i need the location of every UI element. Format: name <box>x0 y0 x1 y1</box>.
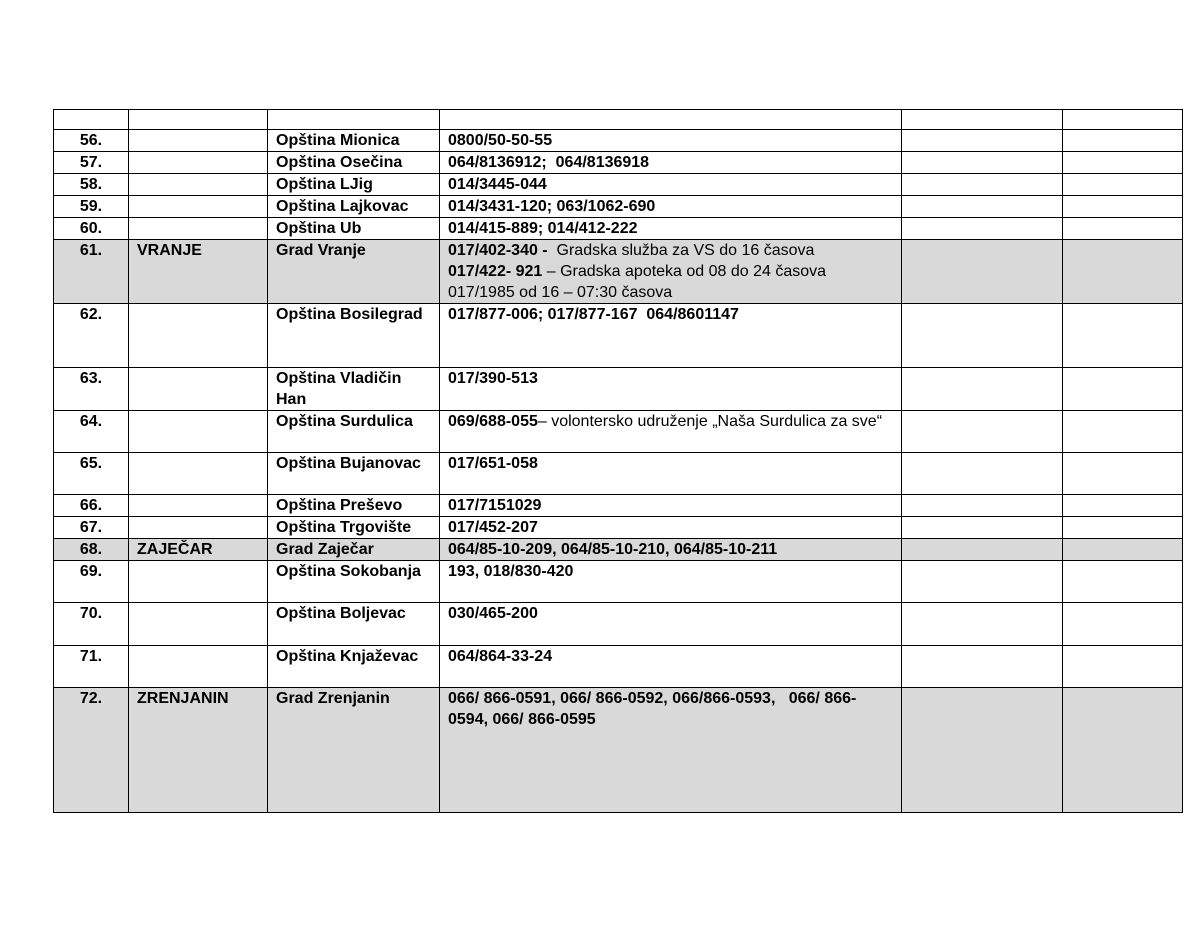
empty-cell <box>902 304 1063 368</box>
municipality-cell: Grad Zaječar <box>268 539 440 561</box>
row-number: 63. <box>54 368 129 411</box>
city-cell <box>129 646 268 688</box>
municipality-cell: Opština Ub <box>268 218 440 240</box>
table-row <box>54 304 1183 368</box>
empty-cell <box>902 110 1063 130</box>
table-row <box>54 688 1183 813</box>
phone-number: 017/402-340 - <box>448 242 548 259</box>
empty-cell <box>1063 110 1183 130</box>
table-row <box>54 517 1183 539</box>
empty-cell <box>902 152 1063 174</box>
city-cell: ZRENJANIN <box>129 688 268 813</box>
empty-cell <box>902 517 1063 539</box>
empty-cell <box>902 603 1063 646</box>
table-row <box>54 603 1183 646</box>
phone-cell <box>440 240 902 304</box>
phone-number: 014/415-889; 014/412-222 <box>448 220 638 237</box>
phone-number: 017/7151029 <box>448 497 542 514</box>
row-number: 60. <box>54 218 129 240</box>
phone-cell <box>440 453 902 495</box>
phone-cell <box>440 196 902 218</box>
phone-cell <box>440 130 902 152</box>
empty-cell <box>902 368 1063 411</box>
phone-note: 017/1985 od 16 – 07:30 časova <box>448 284 673 301</box>
empty-cell <box>1063 368 1183 411</box>
empty-cell <box>902 495 1063 517</box>
city-cell <box>129 368 268 411</box>
table-row <box>54 110 1183 130</box>
row-number: 65. <box>54 453 129 495</box>
municipality-cell: Grad Vranje <box>268 240 440 304</box>
row-number: 57. <box>54 152 129 174</box>
table-row <box>54 368 1183 411</box>
city-cell <box>129 603 268 646</box>
empty-cell <box>902 411 1063 453</box>
empty-cell <box>902 174 1063 196</box>
city-cell <box>129 561 268 603</box>
empty-cell <box>1063 453 1183 495</box>
municipality-cell: Opština LJig <box>268 174 440 196</box>
row-number: 70. <box>54 603 129 646</box>
empty-cell <box>1063 688 1183 813</box>
municipality-cell: Opština Vladičin Han <box>268 368 440 411</box>
empty-cell <box>1063 603 1183 646</box>
row-number: 58. <box>54 174 129 196</box>
municipality-cell <box>268 110 440 130</box>
empty-cell <box>1063 539 1183 561</box>
phone-number: 064/864-33-24 <box>448 648 553 665</box>
phone-note: – volontersko udruženje „Naša Surdulica za sve“ <box>537 413 883 430</box>
empty-cell <box>1063 152 1183 174</box>
empty-cell <box>902 218 1063 240</box>
empty-cell <box>1063 218 1183 240</box>
city-cell: ZAJEČAR <box>129 539 268 561</box>
row-number: 71. <box>54 646 129 688</box>
phone-number: 017/877-006; 017/877-167 064/8601147 <box>448 306 739 323</box>
row-number: 66. <box>54 495 129 517</box>
phone-cell <box>440 517 902 539</box>
municipality-cell: Opština Surdulica <box>268 411 440 453</box>
city-cell <box>129 517 268 539</box>
row-number: 68. <box>54 539 129 561</box>
empty-cell <box>902 196 1063 218</box>
city-cell <box>129 411 268 453</box>
empty-cell <box>1063 240 1183 304</box>
empty-cell <box>902 240 1063 304</box>
city-cell <box>129 495 268 517</box>
city-cell <box>129 218 268 240</box>
table-row <box>54 174 1183 196</box>
phone-cell <box>440 603 902 646</box>
table-row <box>54 196 1183 218</box>
phone-cell <box>440 646 902 688</box>
table-row <box>54 453 1183 495</box>
empty-cell <box>902 539 1063 561</box>
city-cell <box>129 110 268 130</box>
phone-number: 064/85-10-209, 064/85-10-210, 064/85-10-211 <box>448 541 778 558</box>
table-row <box>54 218 1183 240</box>
phone-note: – Gradska apoteka od 08 do 24 časova <box>542 263 827 280</box>
phone-cell <box>440 110 902 130</box>
municipality-cell: Opština Mionica <box>268 130 440 152</box>
phone-number: 017/422- 921 <box>448 263 543 280</box>
municipality-cell: Opština Bosilegrad <box>268 304 440 368</box>
city-cell <box>129 130 268 152</box>
municipality-cell: Opština Sokobanja <box>268 561 440 603</box>
empty-cell <box>1063 304 1183 368</box>
table-row <box>54 152 1183 174</box>
table-row <box>54 646 1183 688</box>
city-cell <box>129 152 268 174</box>
row-number: 64. <box>54 411 129 453</box>
municipality-cell: Opština Knjaževac <box>268 646 440 688</box>
table-row <box>54 240 1183 304</box>
empty-cell <box>1063 130 1183 152</box>
phone-number: 030/465-200 <box>448 605 538 622</box>
empty-cell <box>902 561 1063 603</box>
phone-number: 0800/50-50-55 <box>448 132 553 149</box>
phone-cell <box>440 688 902 813</box>
phone-number: 066/ 866-0591, 066/ 866-0592, 066/866-0593, 066/ 866-0594, 066/ 866-0595 <box>448 690 857 728</box>
phone-line <box>448 240 893 261</box>
row-number: 56. <box>54 130 129 152</box>
city-cell <box>129 453 268 495</box>
empty-cell <box>902 453 1063 495</box>
table-row <box>54 495 1183 517</box>
phone-line <box>448 282 893 303</box>
municipality-cell: Opština Boljevac <box>268 603 440 646</box>
row-number: 72. <box>54 688 129 813</box>
row-number: 59. <box>54 196 129 218</box>
municipality-cell: Opština Osečina <box>268 152 440 174</box>
phone-note: Gradska služba za VS do 16 časova <box>547 242 815 259</box>
city-cell: VRANJE <box>129 240 268 304</box>
phone-cell <box>440 218 902 240</box>
city-cell <box>129 196 268 218</box>
empty-cell <box>1063 646 1183 688</box>
phone-number: 014/3431-120; 063/1062-690 <box>448 198 656 215</box>
phone-number: 017/651-058 <box>448 455 538 472</box>
empty-cell <box>902 130 1063 152</box>
empty-cell <box>1063 561 1183 603</box>
phone-cell <box>440 495 902 517</box>
municipality-cell: Opština Preševo <box>268 495 440 517</box>
municipality-cell: Opština Trgovište <box>268 517 440 539</box>
contacts-table <box>53 109 1183 813</box>
phone-number: 014/3445-044 <box>448 176 547 193</box>
row-number: 69. <box>54 561 129 603</box>
table-row <box>54 411 1183 453</box>
row-number <box>54 110 129 130</box>
phone-number: 069/688-055 <box>448 413 538 430</box>
row-number: 62. <box>54 304 129 368</box>
municipality-cell: Grad Zrenjanin <box>268 688 440 813</box>
table-row <box>54 539 1183 561</box>
city-cell <box>129 304 268 368</box>
phone-number: 193, 018/830-420 <box>448 563 574 580</box>
empty-cell <box>1063 517 1183 539</box>
phone-cell <box>440 368 902 411</box>
phone-line <box>448 261 893 282</box>
phone-cell <box>440 539 902 561</box>
empty-cell <box>1063 495 1183 517</box>
table-row <box>54 561 1183 603</box>
empty-cell <box>902 688 1063 813</box>
row-number: 61. <box>54 240 129 304</box>
table-row <box>54 130 1183 152</box>
phone-cell <box>440 304 902 368</box>
phone-cell <box>440 174 902 196</box>
empty-cell <box>1063 411 1183 453</box>
empty-cell <box>902 646 1063 688</box>
phone-number: 017/390-513 <box>448 370 538 387</box>
phone-cell <box>440 561 902 603</box>
phone-number: 017/452-207 <box>448 519 538 536</box>
phone-cell <box>440 411 902 453</box>
empty-cell <box>1063 174 1183 196</box>
municipality-cell: Opština Lajkovac <box>268 196 440 218</box>
city-cell <box>129 174 268 196</box>
row-number: 67. <box>54 517 129 539</box>
phone-number: 064/8136912; 064/8136918 <box>448 154 650 171</box>
municipality-cell: Opština Bujanovac <box>268 453 440 495</box>
empty-cell <box>1063 196 1183 218</box>
phone-cell <box>440 152 902 174</box>
